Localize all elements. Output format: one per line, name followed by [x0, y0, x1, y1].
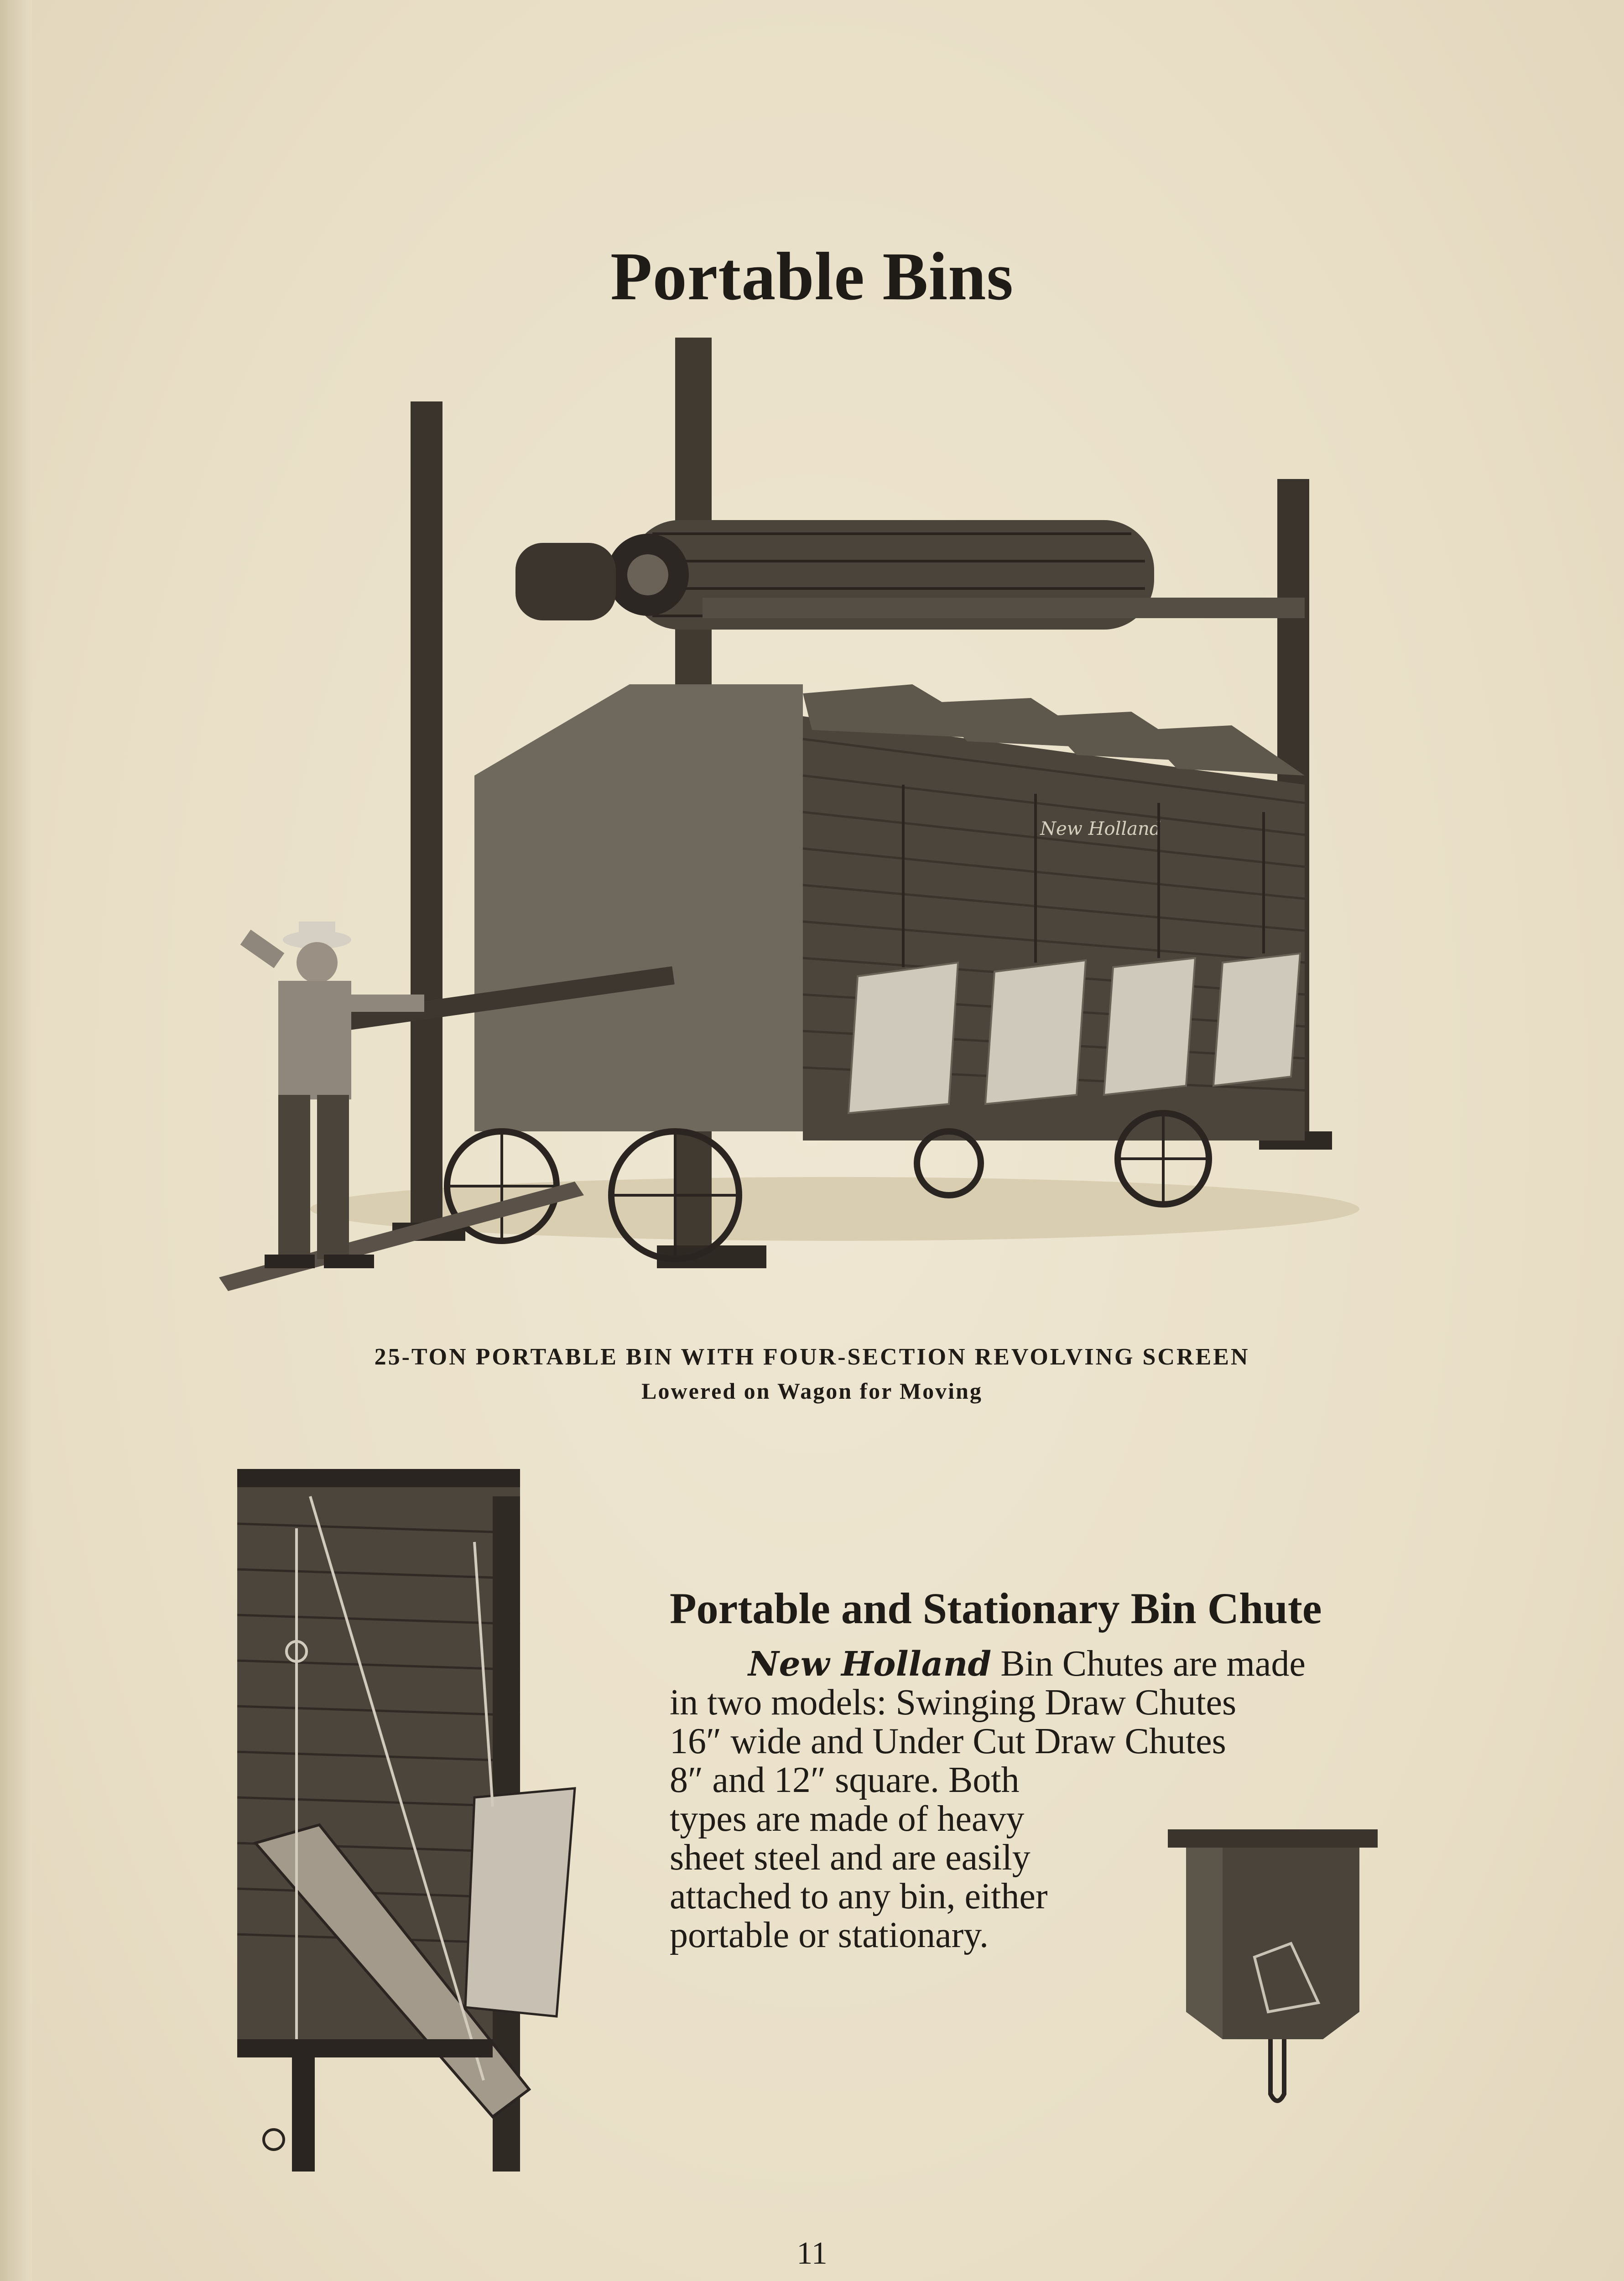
- page-title: Portable Bins: [610, 239, 1014, 314]
- brand-logotype: New Holland: [748, 1645, 992, 1684]
- para-line-8: portable or stationary.: [670, 1915, 989, 1955]
- para-line-4: 8″ and 12″ square. Both: [670, 1760, 1020, 1800]
- para-line-3: 16″ wide and Under Cut Draw Chutes: [670, 1721, 1226, 1761]
- portable-bin-illustration: [219, 328, 1405, 1305]
- bin-logo-text: New Holland: [1040, 818, 1161, 839]
- page-number: 11: [796, 2236, 828, 2271]
- para-line-6: sheet steel and are easily: [670, 1838, 1031, 1878]
- para-line-5: types are made of heavy: [670, 1799, 1025, 1839]
- figure-caption-sub: Lowered on Wagon for Moving: [641, 1378, 983, 1404]
- para-line-7: attached to any bin, either: [670, 1876, 1048, 1916]
- para-line-2: in two models: Swinging Draw Chutes: [670, 1682, 1237, 1723]
- detached-chute-illustration: [1168, 1820, 1391, 2117]
- page-spine-shadow: [0, 0, 32, 2281]
- section-heading: Portable and Stationary Bin Chute: [670, 1584, 1322, 1633]
- para-line-1: [748, 1645, 1306, 1684]
- para-line-1-text: Bin Chutes are made: [1000, 1644, 1306, 1684]
- bin-chute-closeup-illustration: [237, 1469, 593, 2172]
- figure-caption-main: 25-TON PORTABLE BIN WITH FOUR-SECTION REVOLVING SCREEN: [374, 1344, 1250, 1370]
